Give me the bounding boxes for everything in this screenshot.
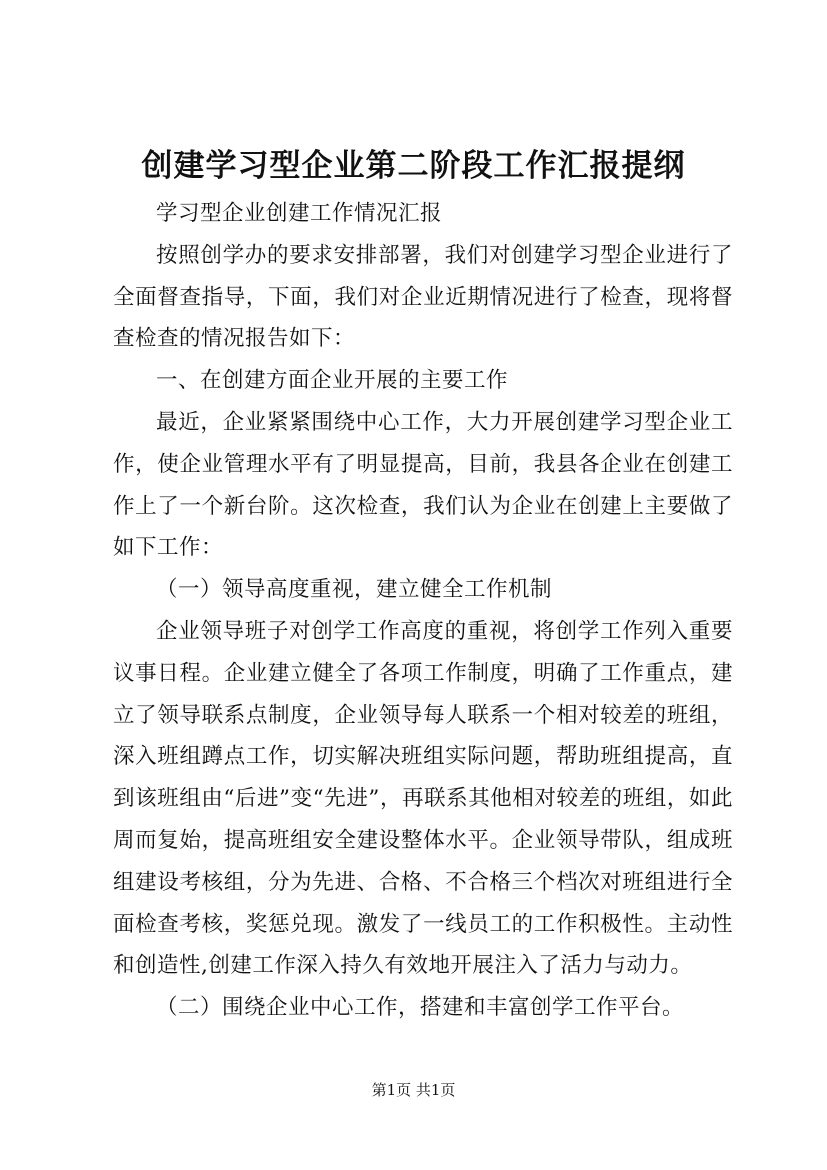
heading-section-one: 一、在创建方面企业开展的主要工作 xyxy=(156,368,509,394)
paragraph-recent-work: 最近，企业紧紧围绕中心工作，大力开展创建学习型企业工作，使企业管理水平有了明显提高，目前，我县各企业在创建工作上了一个新台阶。这次检查，我们认为企业在创建上主要做了如下工作： xyxy=(113,409,733,561)
paragraph-leadership: 企业领导班子对创学工作高度的重视，将创学工作列入重要议事日程。企业建立健全了各项工作制度，明确了工作重点，建立了领导联系点制度，企业领导每人联系一个相对较差的班组，深入班组蹲点工作，切实解决班组实际问题，帮助班组提高，直到该班组由“后进”变“先进”，再联系其他相对较差的班组，如此周而复始，提高班组安全建设整体水平。企业领导带队，组成班组建设考核组，分为先进、合格、不合格三个档次对班组进行全面检查考核，奖惩兑现。激发了一线员工的工作积极性。主动性和创造性,创建工作深入持久有效地开展注入了活力与动力。 xyxy=(113,618,733,979)
paragraph-intro: 按照创学办的要求安排部署，我们对创建学习型企业进行了全面督查指导，下面，我们对企业近期情况进行了检查，现将督查检查的情况报告如下： xyxy=(113,242,733,352)
page-number-footer: 第1页 共1页 xyxy=(371,1081,456,1099)
paragraph-report-subtitle: 学习型企业创建工作情况汇报 xyxy=(156,201,443,226)
heading-subsection-one: （一）领导高度重视，建立健全工作机制 xyxy=(156,577,553,603)
document-body xyxy=(113,193,733,1029)
heading-subsection-two: （二）围绕企业中心工作，搭建和丰富创学工作平台。 xyxy=(156,995,685,1021)
document-title: 创建学习型企业第二阶段工作汇报提纲 xyxy=(141,148,686,184)
